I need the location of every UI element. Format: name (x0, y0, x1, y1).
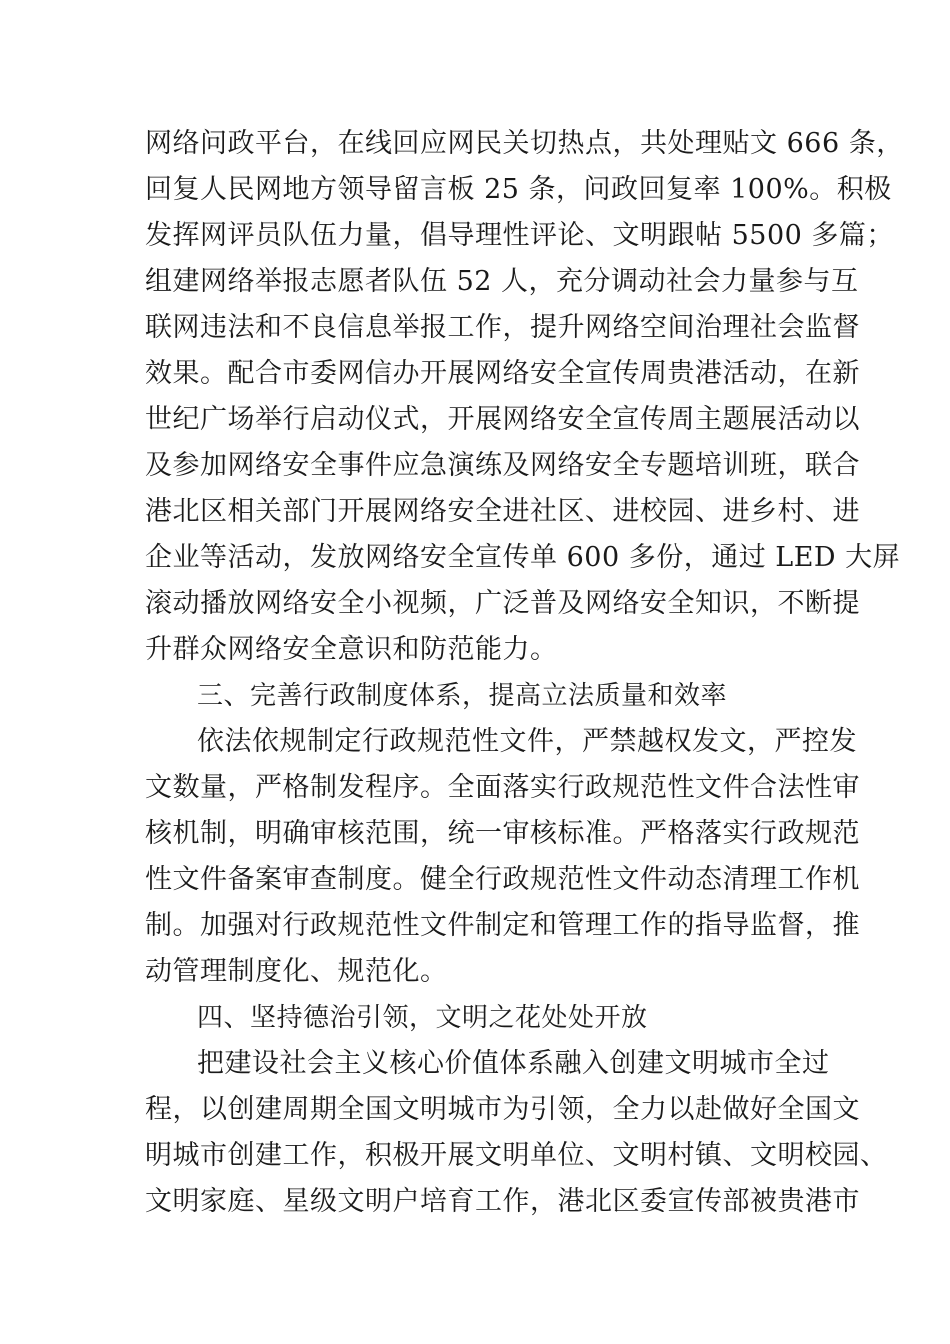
paragraph-3-line-1: 把建设社会主义核心价值体系融入创建文明城市全过 (197, 1048, 830, 1079)
paragraph-1-line-3: 发挥网评员队伍力量，倡导理性评论、文明跟帖 5500 多篇； (145, 220, 894, 251)
section-heading-3: 三、完善行政制度体系，提高立法质量和效率 (197, 681, 728, 711)
paragraph-2-line-3: 核机制，明确审核范围，统一审核标准。严格落实行政规范 (145, 818, 860, 849)
paragraph-3-line-2: 程，以创建周期全国文明城市为引领，全力以赴做好全国文 (145, 1094, 860, 1125)
paragraph-1-line-12: 升群众网络安全意识和防范能力。 (145, 634, 558, 665)
paragraph-1-line-1: 网络问政平台，在线回应网民关切热点，共处理贴文 666 条， (145, 128, 904, 159)
paragraph-3-line-3: 明城市创建工作，积极开展文明单位、文明村镇、文明校园、 (145, 1140, 888, 1171)
paragraph-2-line-2: 文数量，严格制发程序。全面落实行政规范性文件合法性审 (145, 772, 860, 803)
paragraph-1-line-5: 联网违法和不良信息举报工作，提升网络空间治理社会监督 (145, 312, 860, 343)
paragraph-1-line-2: 回复人民网地方领导留言板 25 条，问政回复率 100%。积极 (145, 174, 892, 205)
paragraph-2-line-5: 制。加强对行政规范性文件制定和管理工作的指导监督，推 (145, 910, 860, 941)
section-heading-4: 四、坚持德治引领，文明之花处处开放 (197, 1003, 648, 1033)
paragraph-1-line-11: 滚动播放网络安全小视频，广泛普及网络安全知识，不断提 (145, 588, 860, 619)
paragraph-2-line-6: 动管理制度化、规范化。 (145, 956, 448, 987)
paragraph-1-line-9: 港北区相关部门开展网络安全进社区、进校园、进乡村、进 (145, 496, 860, 527)
paragraph-1-line-7: 世纪广场举行启动仪式，开展网络安全宣传周主题展活动以 (145, 404, 860, 435)
paragraph-1-line-6: 效果。配合市委网信办开展网络安全宣传周贵港活动，在新 (145, 358, 860, 389)
paragraph-3-line-4: 文明家庭、星级文明户培育工作，港北区委宣传部被贵港市 (145, 1186, 860, 1217)
paragraph-1-line-4: 组建网络举报志愿者队伍 52 人，充分调动社会力量参与互 (145, 266, 859, 297)
paragraph-2-line-1: 依法依规制定行政规范性文件，严禁越权发文，严控发 (197, 726, 857, 757)
paragraph-2-line-4: 性文件备案审查制度。健全行政规范性文件动态清理工作机 (145, 864, 860, 895)
paragraph-1-line-8: 及参加网络安全事件应急演练及网络安全专题培训班，联合 (145, 450, 860, 481)
paragraph-1-line-10: 企业等活动，发放网络安全宣传单 600 多份，通过 LED 大屏 (145, 542, 901, 573)
